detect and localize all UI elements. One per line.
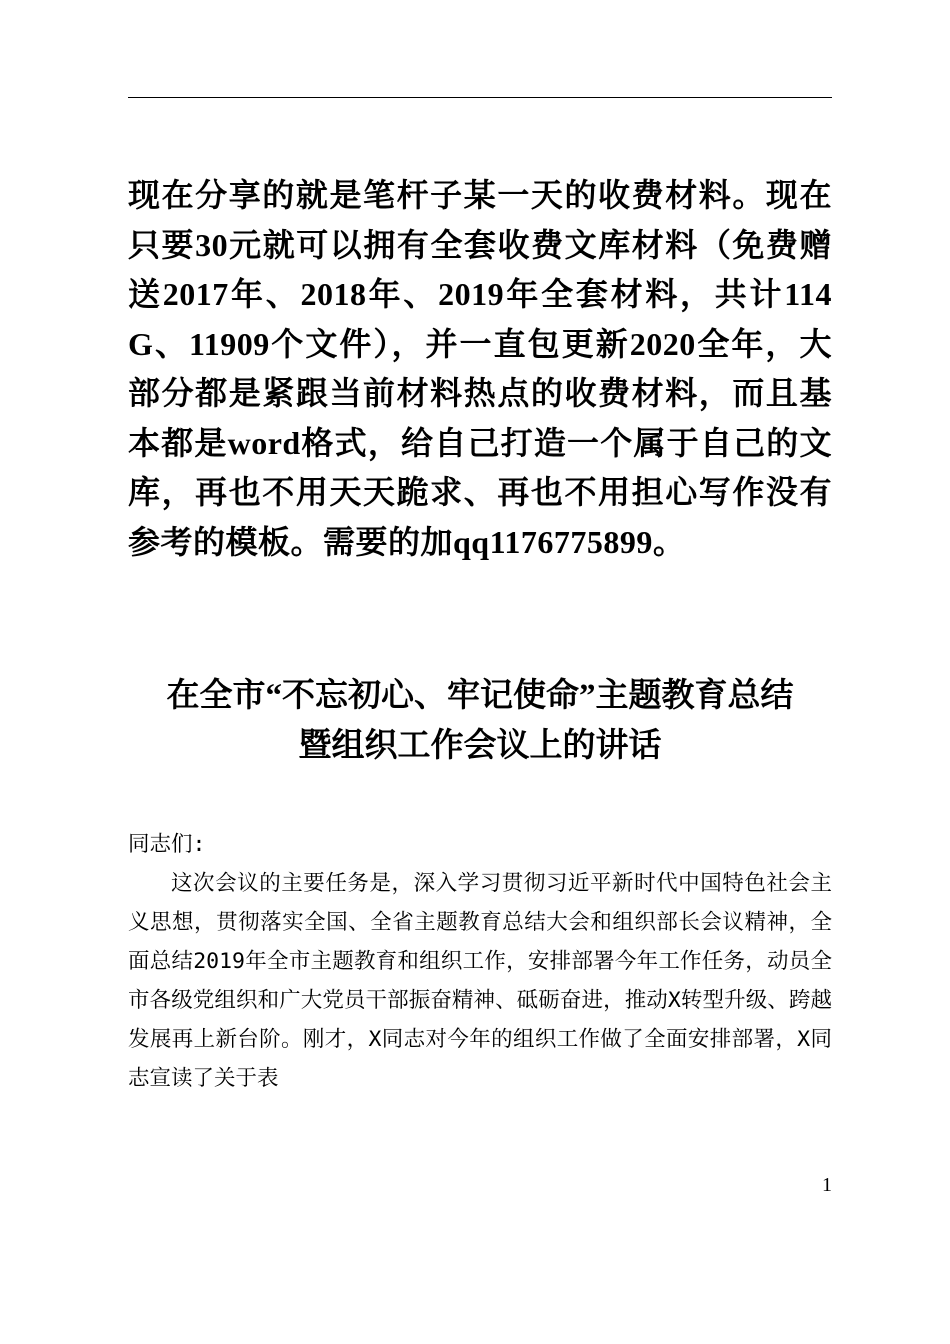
speech-body: [128, 825, 832, 1098]
body-paragraph: 这次会议的主要任务是，深入学习贯彻习近平新时代中国特色社会主义思想，贯彻落实全国、全省主题教育总结大会和组织部长会议精神，全面总结2019年全市主题教育和组织工作，安排部署今年工作任务，动员全市各级党组织和广大党员干部振奋精神、砥砺奋进，推动X转型升级、跨越发展再上新台阶。刚才，X同志对今年的组织工作做了全面安排部署，X同志宣读了关于表: [128, 871, 832, 1091]
page-number: 1: [822, 1174, 832, 1196]
promo-paragraph: 现在分享的就是笔杆子某一天的收费材料。现在只要30元就可以拥有全套收费文库材料（免费赠送2017年、2018年、2019年全套材料，共计114G、11909个文件），并一直包更新2020全年，大部分都是紧跟当前材料热点的收费材料，而且基本都是word格式，给自己打造一个属于自己的文库，再也不用天天跪求、再也不用担心写作没有参考的模板。需要的加qq1176775899。: [128, 177, 832, 560]
header-rule: [128, 97, 832, 98]
title-line-1: 在全市“不忘初心、牢记使命”主题教育总结: [166, 678, 794, 714]
salutation: 同志们:: [128, 832, 206, 857]
document-title: [128, 671, 832, 771]
title-line-2: 暨组织工作会议上的讲话: [298, 728, 662, 764]
